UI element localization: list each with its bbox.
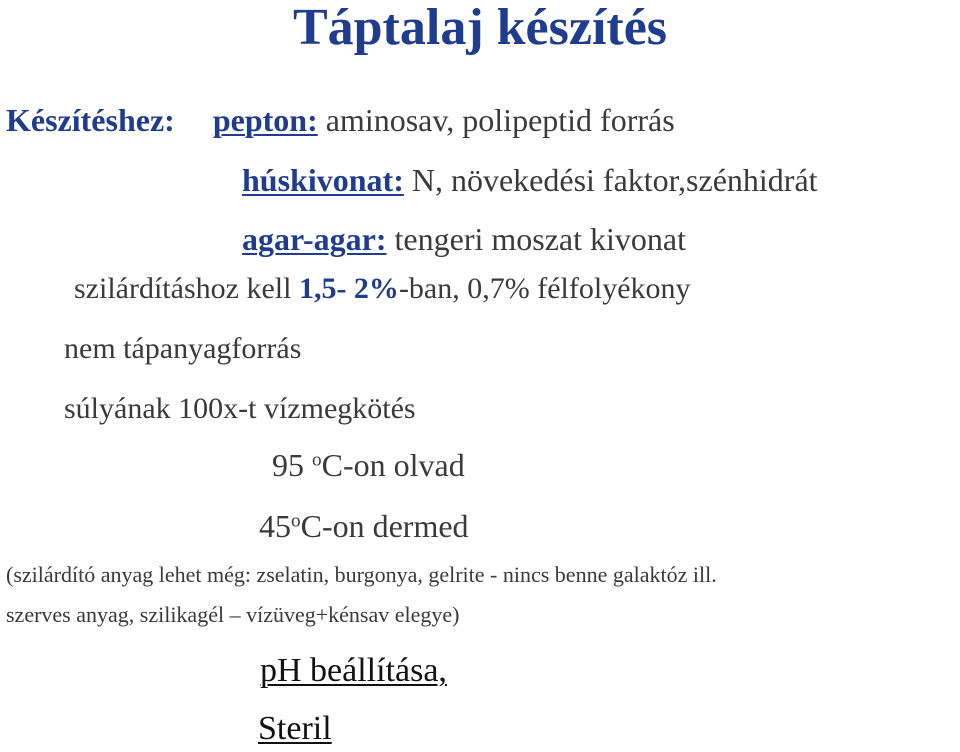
ingredients-row-huskivonat xyxy=(242,164,818,196)
degree-sign: o xyxy=(291,510,301,532)
ingredient-desc-agar: tengeri moszat kivonat xyxy=(394,221,686,257)
setting-point-value: 45 xyxy=(259,508,291,544)
ingredients-row-pepton xyxy=(6,104,675,136)
ingredient-name-agar: agar-agar: xyxy=(242,221,387,257)
degree-sign: o xyxy=(312,449,322,471)
melting-point-value: 95 xyxy=(272,447,312,483)
ingredient-desc-pepton: aminosav, polipeptid forrás xyxy=(325,102,675,138)
step-ph-adjust: pH beállítása, xyxy=(260,652,447,689)
ingredient-name-pepton: pepton: xyxy=(212,102,318,138)
step-steril: Steril xyxy=(258,710,332,747)
setting-point-line xyxy=(259,510,469,542)
melting-point-text: C-on olvad xyxy=(321,447,465,483)
setting-point-text: C-on dermed xyxy=(300,508,469,544)
agar-concentration-prefix: szilárdításhoz kell xyxy=(74,272,299,305)
agar-concentration-line xyxy=(74,274,691,304)
section-label: Készítéshez: xyxy=(6,102,175,138)
melting-point-line xyxy=(272,449,465,481)
agar-concentration-suffix: -ban, 0,7% félfolyékony xyxy=(398,272,691,305)
property-water-binding: súlyának 100x-t vízmegkötés xyxy=(64,392,416,425)
page-title: Táptalaj készítés xyxy=(292,0,668,56)
property-not-nutrient: nem tápanyagforrás xyxy=(64,332,302,365)
ingredient-desc-huskivonat: N, növekedési faktor,szénhidrát xyxy=(411,162,818,198)
note-line-2: szerves anyag, szilikagél – vízüveg+kénsav elegye) xyxy=(6,602,460,627)
agar-concentration-highlight: 1,5- 2% xyxy=(298,272,399,305)
ingredient-name-huskivonat: húskivonat: xyxy=(242,162,404,198)
ingredients-row-agar xyxy=(242,223,686,255)
note-line-1: (szilárdító anyag lehet még: zselatin, burgonya, gelrite - nincs benne galaktóz ill. xyxy=(6,562,717,587)
